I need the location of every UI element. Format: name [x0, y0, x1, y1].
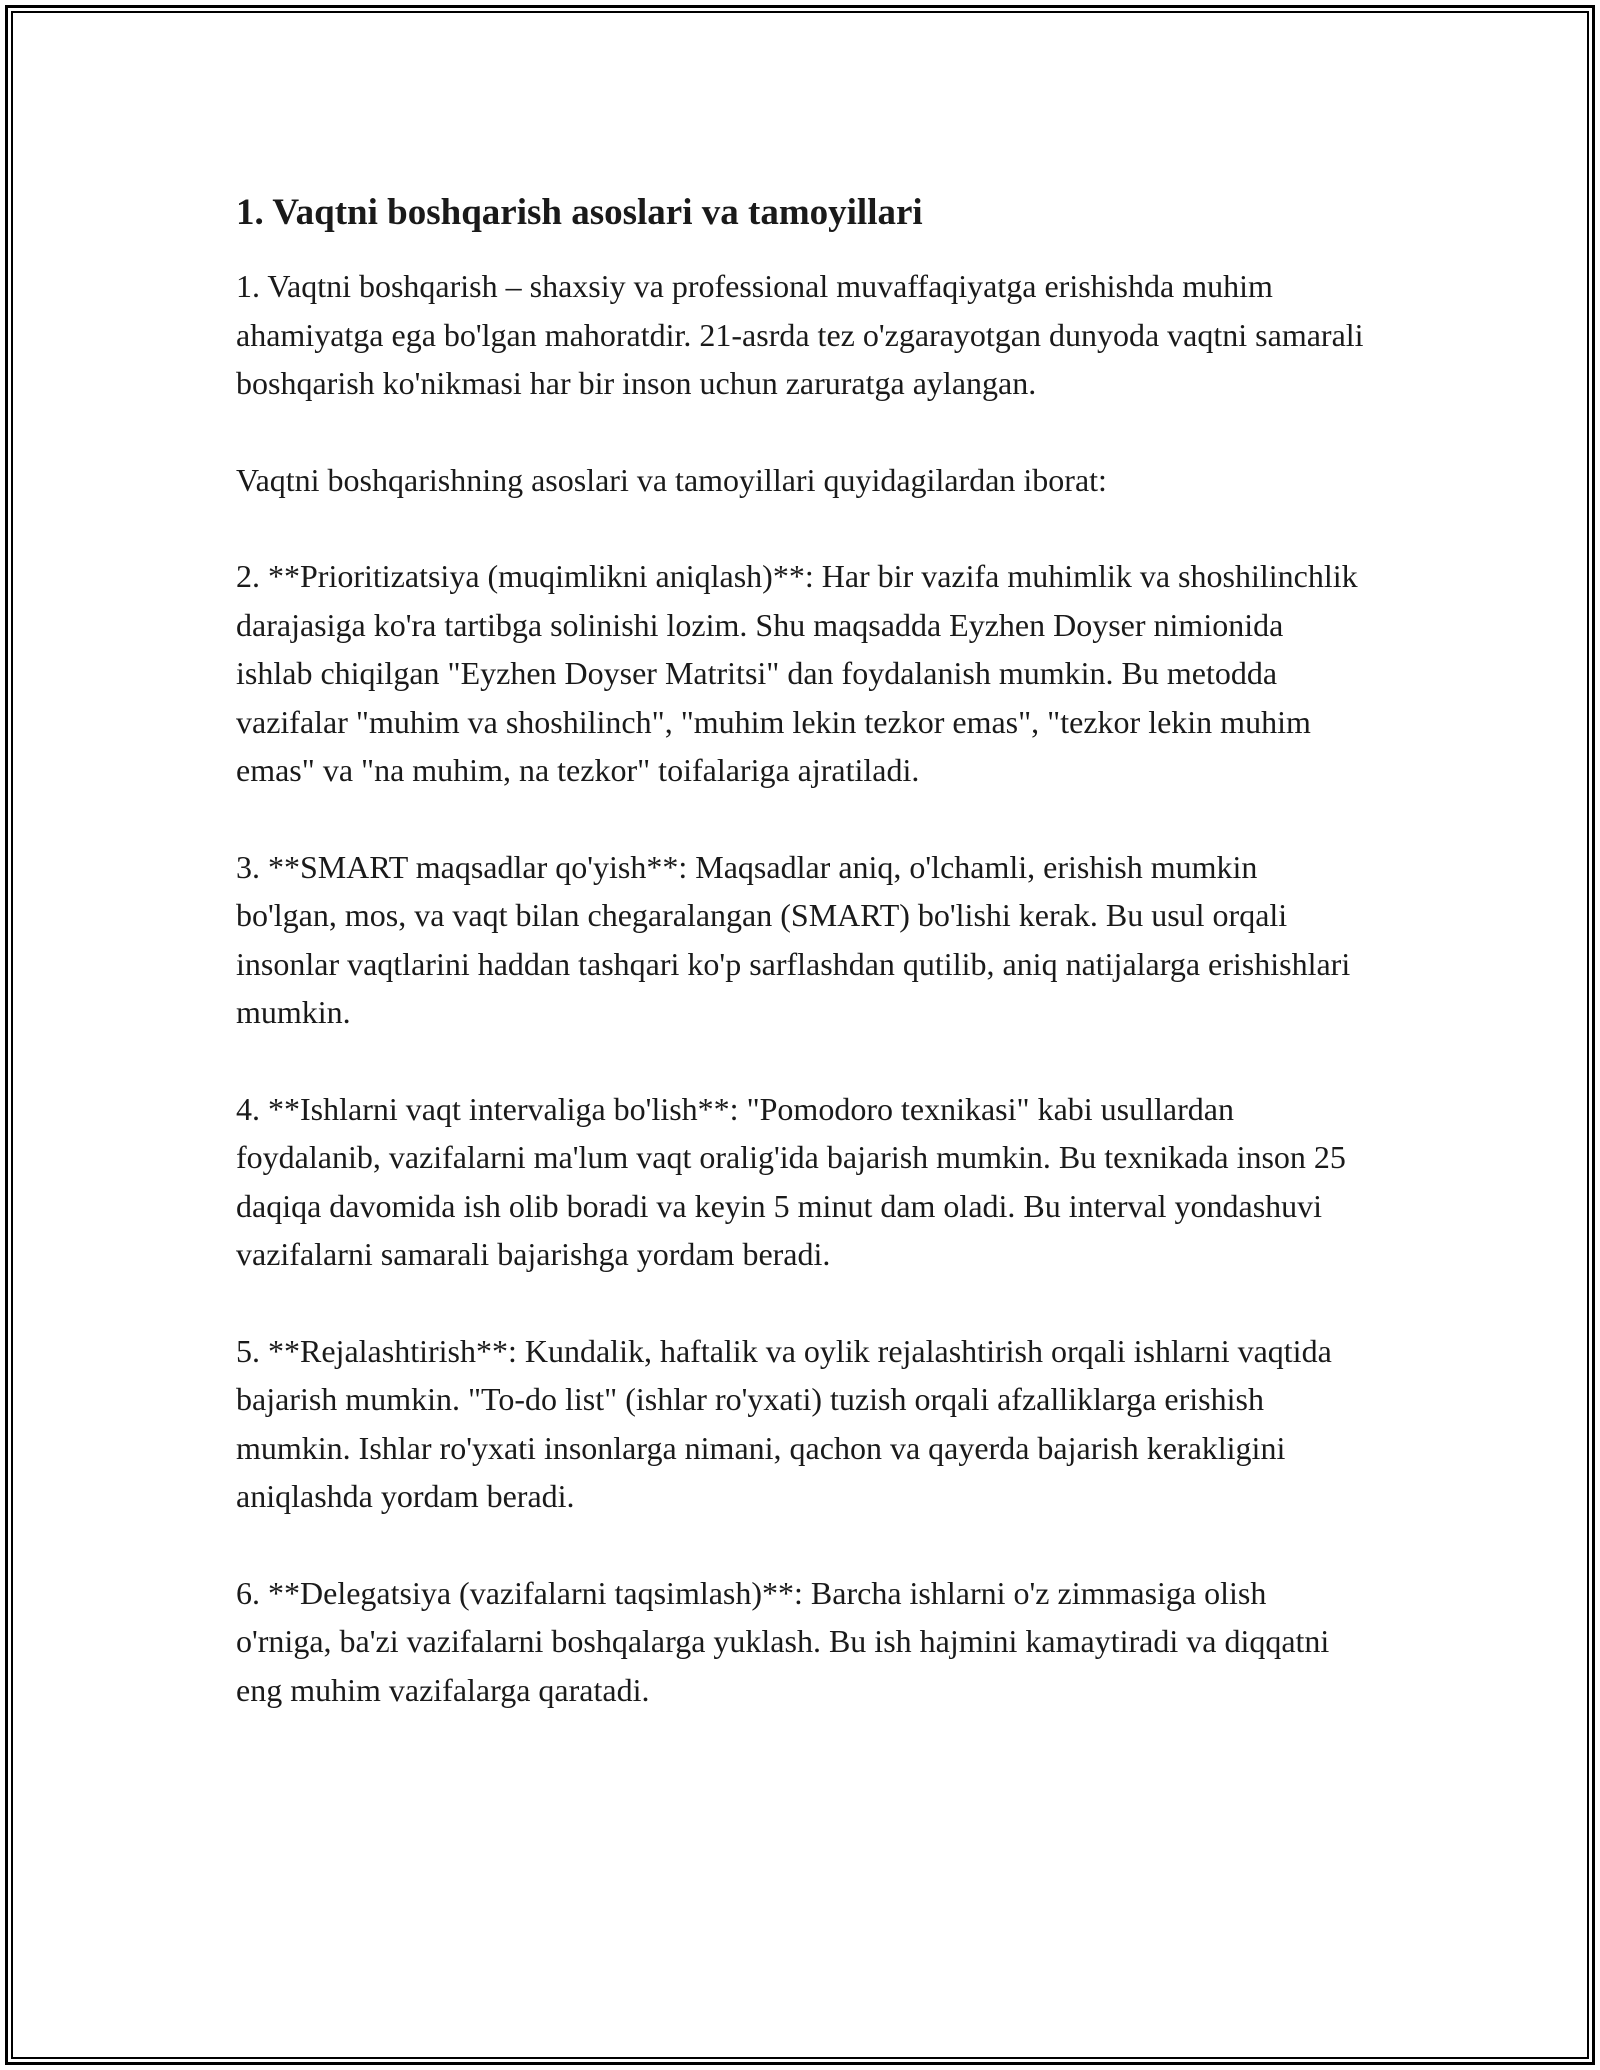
paragraph-delegation: 6. **Delegatsiya (vazifalarni taqsimlash)**: Barcha ishlarni o'z zimmasiga olish o'rniga, ba'zi vazifalarni boshqalarga yuklash. Bu ish hajmini kamaytiradi va diqqatni eng muhim vazifalarga qaratadi. [236, 1574, 1330, 1708]
document-body [236, 188, 1366, 1762]
paragraph-time-intervals: 4. **Ishlarni vaqt intervaliga bo'lish**: "Pomodoro texnikasi" kabi usullardan foydalanib, vazifalarni ma'lum vaqt oralig'ida bajarish mumkin. Bu texnikada inson 25 daqiqa davomida ish olib boradi va keyin 5 minut dam oladi. Bu interval yondashuvi vazifalarni samarali bajarishga yordam beradi. [236, 1090, 1346, 1272]
paragraph-smart-goals: 3. **SMART maqsadlar qo'yish**: Maqsadlar aniq, o'lchamli, erishish mumkin bo'lgan, mos, va vaqt bilan chegaralangan (SMART) bo'lishi kerak. Bu usul orqali insonlar vaqtlarini haddan tashqari ko'p sarflashdan qutilib, aniq natijalarga erishishlari mumkin. [236, 848, 1351, 1030]
paragraph-planning: 5. **Rejalashtirish**: Kundalik, haftalik va oylik rejalashtirish orqali ishlarni vaqtida bajarish mumkin. "To-do list" (ishlar ro'yxati) tuzish orqali afzalliklarga erishish mumkin. Ishlar ro'yxati insonlarga nimani, qachon va qayerda bajarish kerakligini aniqlashda yordam beradi. [236, 1332, 1332, 1514]
paragraph-intro: 1. Vaqtni boshqarish – shaxsiy va professional muvaffaqiyatga erishishda muhim ahamiyatga ega bo'lgan mahoratdir. 21-asrda tez o'zgarayotgan dunyoda vaqtni samarali boshqarish ko'nikmasi har bir inson uchun zaruratga aylangan. [236, 268, 1364, 401]
paragraph-lead-in: Vaqtni boshqarishning asoslari va tamoyillari quyidagilardan iborat: [236, 461, 1107, 498]
paragraph-prioritization: 2. **Prioritizatsiya (muqimlikni aniqlash)**: Har bir vazifa muhimlik va shoshilinchlik darajasiga ko'ra tartibga solinishi lozim. Shu maqsadda Eyzhen Doyser nimionida ishlab chiqilgan "Eyzhen Doyser Matritsi" dan foydalanish mumkin. Bu metodda vazifalar "muhim va shoshilinch", "muhim lekin tezkor emas", "tezkor lekin muhim emas" va "na muhim, na tezkor" toifalariga ajratiladi. [236, 558, 1358, 788]
document-title: 1. Vaqtni boshqarish asoslari va tamoyillari [236, 192, 923, 233]
